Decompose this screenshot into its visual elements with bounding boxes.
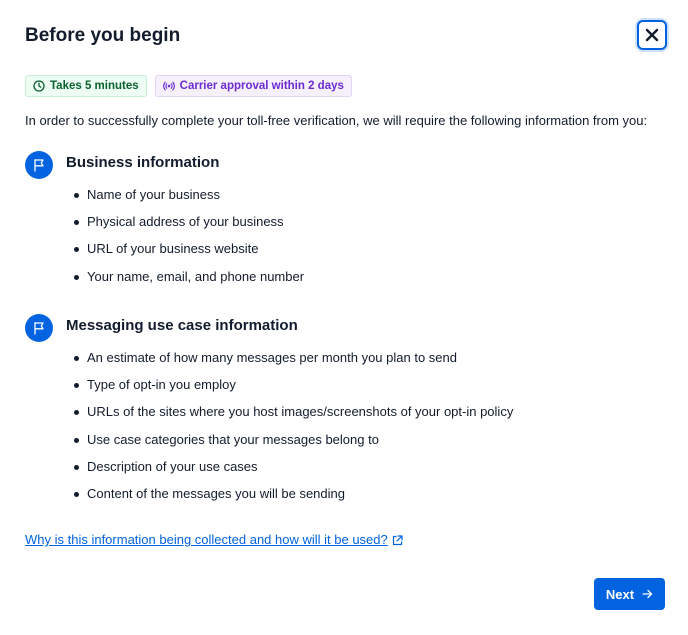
list-item: Name of your business (72, 186, 304, 213)
dialog-title: Before you begin (25, 25, 181, 46)
section-heading: Business information (66, 154, 220, 171)
arrow-right-icon (642, 589, 653, 599)
clock-icon (33, 80, 45, 92)
external-link-icon (392, 535, 403, 546)
list-item: Content of the messages you will be sending (72, 485, 513, 512)
business-information-list (72, 186, 304, 295)
close-button[interactable] (637, 20, 667, 50)
next-button-label: Next (605, 586, 635, 602)
list-item: Description of your use cases (72, 458, 513, 485)
intro-text: In order to successfully complete your toll-free verification, we will require the following information from you: (25, 113, 648, 128)
close-icon (645, 28, 659, 42)
badge-group (25, 75, 352, 97)
section-heading: Messaging use case information (66, 317, 298, 334)
approval-badge-label: Carrier approval within 2 days (179, 80, 344, 92)
list-item: Use case categories that your messages belong to (72, 431, 513, 458)
approval-badge (155, 75, 352, 97)
info-usage-link[interactable] (25, 531, 403, 549)
next-button[interactable] (594, 578, 665, 610)
list-item: An estimate of how many messages per month you plan to send (72, 349, 513, 376)
flag-icon (25, 314, 53, 342)
flag-icon (25, 151, 53, 179)
list-item: URLs of the sites where you host images/screenshots of your opt-in policy (72, 403, 513, 430)
list-item: Physical address of your business (72, 213, 304, 240)
list-item: URL of your business website (72, 240, 304, 267)
list-item: Type of opt-in you employ (72, 376, 513, 403)
broadcast-icon (163, 80, 175, 92)
messaging-use-case-list (72, 349, 513, 512)
duration-badge (25, 75, 147, 97)
info-usage-link-label: Why is this information being collected and how will it be used? (25, 532, 388, 547)
list-item: Your name, email, and phone number (72, 268, 304, 295)
duration-badge-label: Takes 5 minutes (50, 80, 139, 92)
